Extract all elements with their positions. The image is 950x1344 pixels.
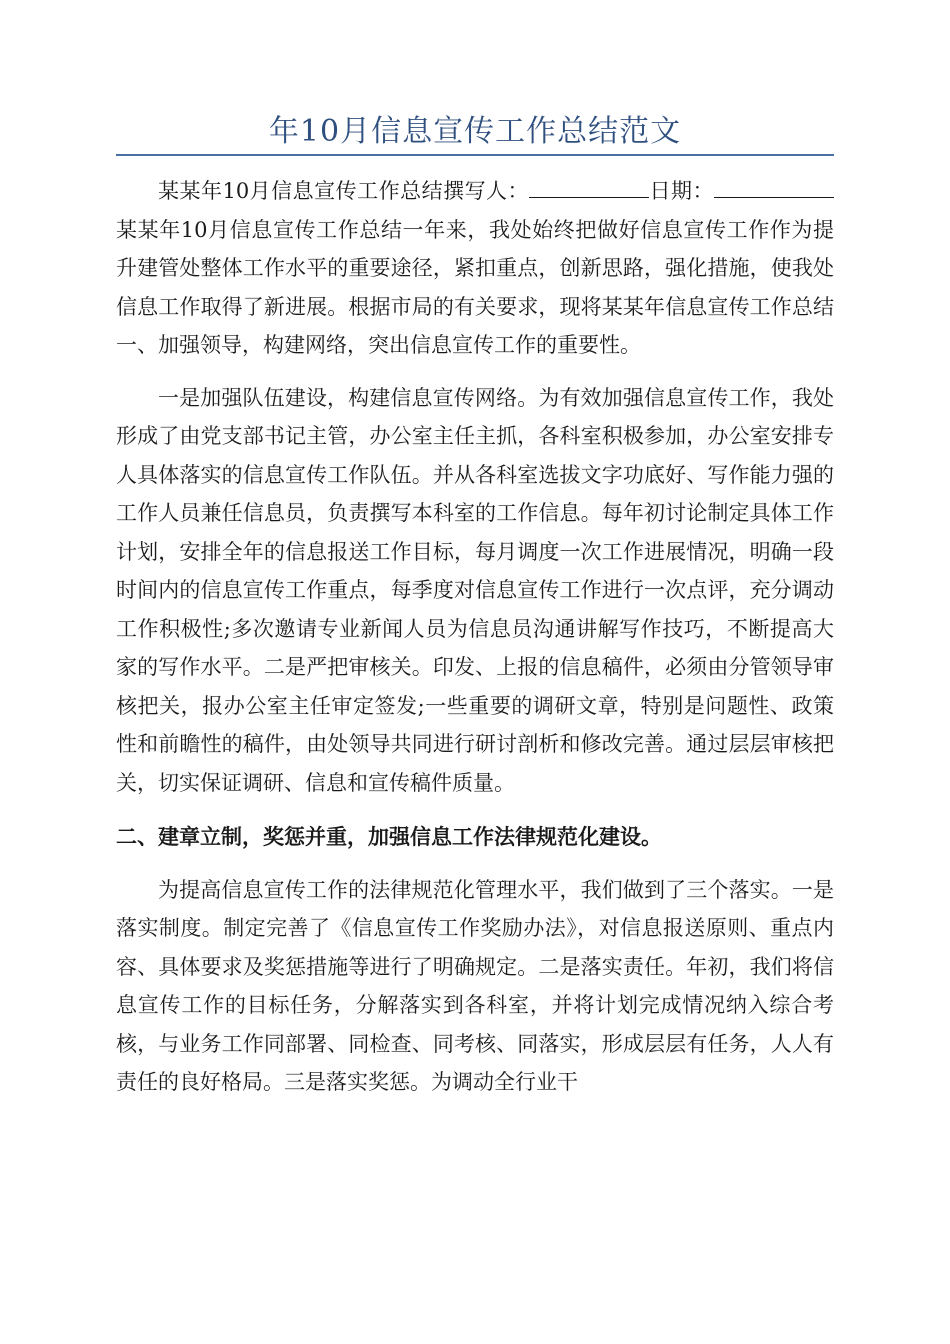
document-body xyxy=(116,172,834,1102)
intro-author-label: 某某年10月信息宣传工作总结撰写人： xyxy=(158,179,530,203)
date-blank xyxy=(714,196,834,198)
intro-body-text: 某某年10月信息宣传工作总结一年来，我处始终把做好信息宣传工作作为提升建管处整体工作水平的重要途径，紧扣重点，创新思路，强化措施，使我处信息工作取得了新进展。根据市局的有关要求，现将某某年信息宣传工作总结一、加强领导，构建网络，突出信息宣传工作的重要性。 xyxy=(116,217,834,357)
document-title: 年10月信息宣传工作总结范文 xyxy=(268,114,682,149)
author-blank xyxy=(529,196,649,198)
paragraph-regulations: 为提高信息宣传工作的法律规范化管理水平，我们做到了三个落实。一是落实制度。制定完善了《信息宣传工作奖励办法》，对信息报送原则、重点内容、具体要求及奖惩措施等进行了明确规定。二是落实责任。年初，我们将信息宣传工作的目标任务，分解落实到各科室，并将计划完成情况纳入综合考核，与业务工作同部署、同检查、同考核、同落实，形成层层有任务，人人有责任的良好格局。三是落实奖惩。为调动全行业干 xyxy=(116,877,834,1094)
section-heading-2: 二、建章立制，奖惩并重，加强信息工作法律规范化建设。 xyxy=(116,825,662,849)
intro-paragraph xyxy=(116,172,834,365)
title-underline xyxy=(116,154,834,156)
paragraph-team-building: 一是加强队伍建设，构建信息宣传网络。为有效加强信息宣传工作，我处形成了由党支部书记主管，办公室主任主抓，各科室积极参加，办公室安排专人具体落实的信息宣传工作队伍。并从各科室选拔文字功底好、写作能力强的工作人员兼任信息员，负责撰写本科室的工作信息。每年初讨论制定具体工作计划，安排全年的信息报送工作目标，每月调度一次工作进展情况，明确一段时间内的信息宣传工作重点，每季度对信息宣传工作进行一次点评，充分调动工作积极性;多次邀请专业新闻人员为信息员沟通讲解写作技巧，不断提高大家的写作水平。二是严把审核关。印发、上报的信息稿件，必须由分管领导审核把关，报办公室主任审定签发;一些重要的调研文章，特别是问题性、政策性和前瞻性的稿件，由处领导共同进行研讨剖析和修改完善。通过层层审核把关，切实保证调研、信息和宣传稿件质量。 xyxy=(116,385,834,795)
intro-date-label: 日期： xyxy=(649,179,714,203)
